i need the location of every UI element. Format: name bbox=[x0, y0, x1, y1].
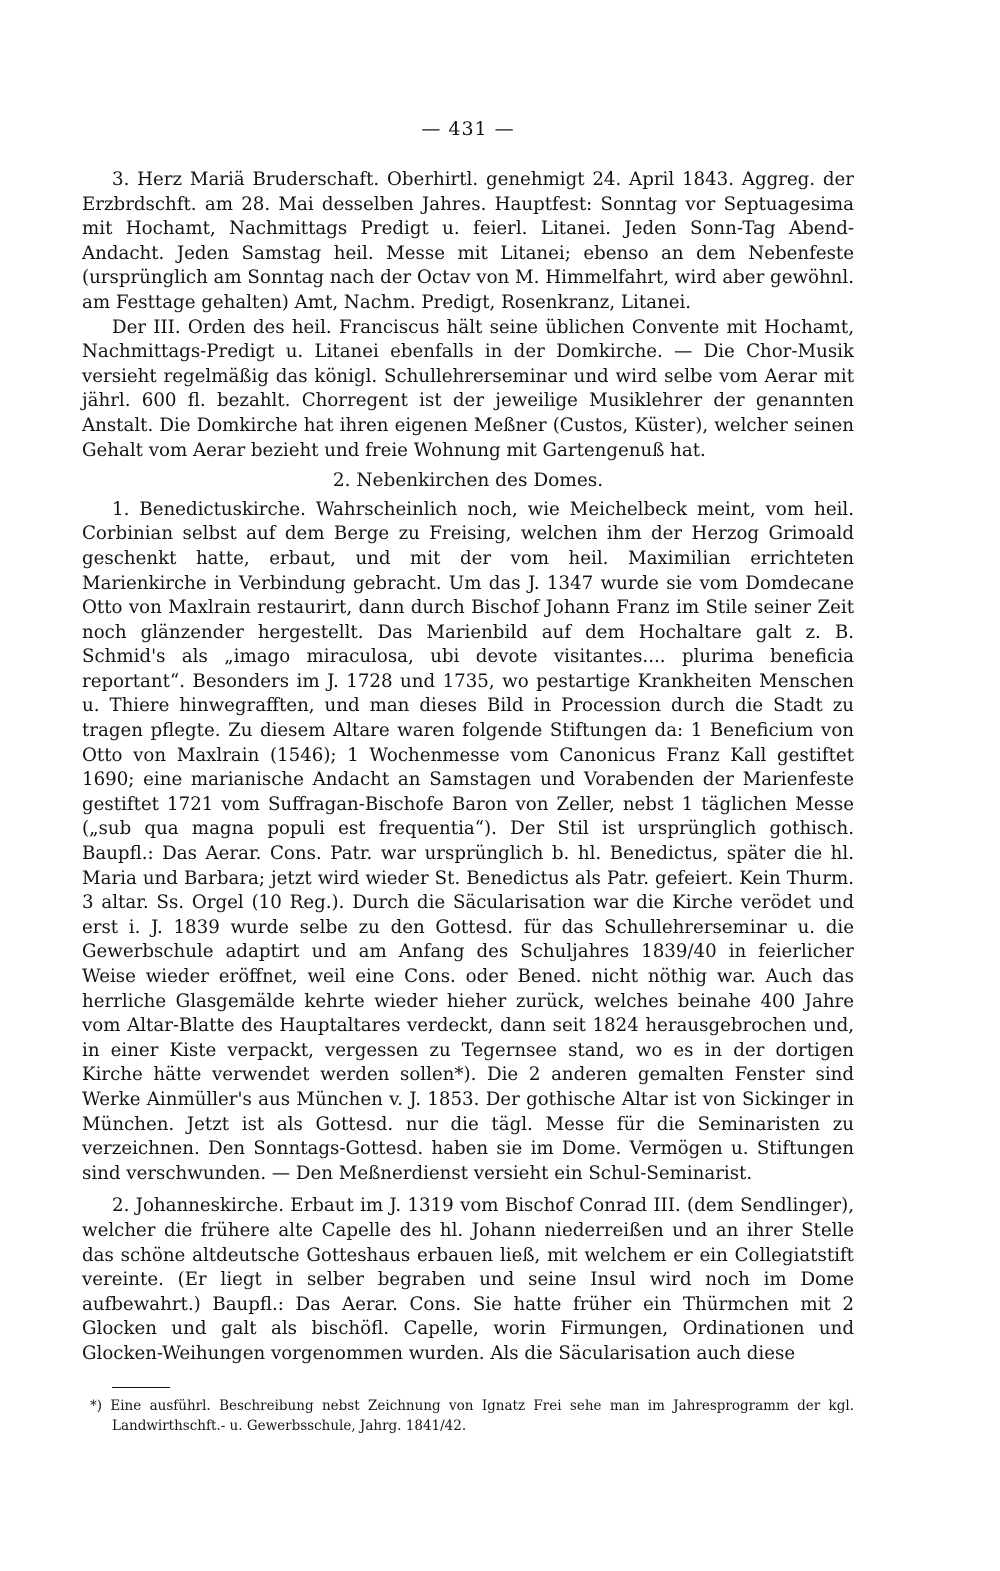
footnote-divider bbox=[112, 1387, 170, 1388]
footnote: *) Eine ausführl. Beschreibung nebst Zeichnung von Ignatz Frei sehe man im Jahresprogramm der kgl. Landwirthschft.- u. Gewerbsschule, Jahrg. 1841/42. bbox=[90, 1397, 854, 1434]
document-page bbox=[82, 118, 854, 1436]
section-heading-nebenkirchen: 2. Nebenkirchen des Domes. bbox=[332, 470, 604, 492]
page-number: — 431 — bbox=[421, 118, 515, 140]
paragraph-herz-mariae-bruderschaft: 3. Herz Mariä Bruderschaft. Oberhirtl. genehmigt 24. April 1843. Aggreg. der Erzbrdschft. am 28. Mai desselben Jahres. Hauptfest: Sonntag vor Septuagesima mit Hochamt, Nachmittags Predigt u. feierl. Litanei. Jeden Sonn-Tag Abend-Andacht. Jeden Samstag heil. Messe mit Litanei; ebenso an dem Nebenfeste (ursprünglich am Sonntag nach der Octav von M. Himmelfahrt, wird aber gewöhnl. am Festtage gehalten) Amt, Nachm. Predigt, Rosenkranz, Litanei. bbox=[82, 169, 854, 313]
paragraph-johanneskirche: 2. Johanneskirche. Erbaut im J. 1319 vom Bischof Conrad III. (dem Sendlinger), welcher die frühere alte Capelle des hl. Johann niederreißen und an ihrer Stelle das schöne altdeutsche Gotteshaus erbauen ließ, mit welchem er ein Collegiatstift vereinte. (Er liegt in selber begraben und seine Insul wird noch im Dome aufbewahrt.) Baupfl.: Das Aerar. Cons. Sie hatte früher ein Thürmchen mit 2 Glocken und galt als bischöfl. Capelle, worin Firmungen, Ordinationen und Glocken-Weihungen vorgenommen wurden. Als die Säcularisation auch diese bbox=[82, 1195, 854, 1364]
paragraph-dritter-orden: Der III. Orden des heil. Franciscus hält seine üblichen Convente mit Hochamt, Nachmittags-Predigt u. Litanei ebenfalls in der Domkirche. — Die Chor-Musik versieht regelmäßig das königl. Schullehrerseminar und wird selbe vom Aerar mit jährl. 600 fl. bezahlt. Chorregent ist der jeweilige Musiklehrer der genannten Anstalt. Die Domkirche hat ihren eigenen Meßner (Custos, Küster), welcher seinen Gehalt vom Aerar bezieht und freie Wohnung mit Gartengenuß hat. bbox=[82, 316, 854, 461]
paragraph-benedictuskirche: 1. Benedictuskirche. Wahrscheinlich noch, wie Meichelbeck meint, vom heil. Corbinian selbst auf dem Berge zu Freising, welchen ihm der Herzog Grimoald geschenkt hatte, erbaut, und mit der vom heil. Maximilian errichteten Marienkirche in Verbindung gebracht. Um das J. 1347 wurde sie vom Domdecane Otto von Maxlrain restaurirt, dann durch Bischof Johann Franz im Stile seiner Zeit noch glänzender hergestellt. Das Marienbild auf dem Hochaltare galt z. B. Schmid's als „imago miraculosa, ubi devote visitantes.... plurima beneficia reportant“. Besonders im J. 1728 und 1735, wo pestartige Krankheiten Menschen u. Thiere hinwegrafften, und man dieses Bild in Procession durch die Stadt zu tragen pflegte. Zu diesem Altare waren folgende Stiftungen da: 1 Beneficium von Otto von Maxlrain (1546); 1 Wochenmesse vom Canonicus Franz Kall gestiftet 1690; eine marianische Andacht an Samstagen und Vorabenden der Marienfeste gestiftet 1721 vom Suffragan-Bischofe Baron von Zeller, nebst 1 täglichen Messe („sub qua magna populi est frequentia“). Der Stil ist ursprünglich gothisch. Baupfl.: Das Aerar. Cons. Patr. war ursprünglich b. hl. Benedictus, später die hl. Maria und Barbara; jetzt wird wieder St. Benedictus als Patr. gefeiert. Kein Thurm. 3 altar. Ss. Orgel (10 Reg.). Durch die Säcularisation war die Kirche verödet und erst i. J. 1839 wurde selbe zu den Gottesd. für das Schullehrerseminar u. die Gewerbschule adaptirt und am Anfang des Schuljahres 1839/40 in feierlicher Weise wieder eröffnet, weil eine Cons. oder Bened. nicht nöthig war. Auch das herrliche Glasgemälde kehrte wieder hieher zurück, welches beinahe 400 Jahre vom Altar-Blatte des Hauptaltares verdeckt, dann seit 1824 herausgebrochen und, in einer Kiste verpackt, vergessen zu Tegernsee stand, wo es in der dortigen Kirche hätte verwendet werden sollen*). Die 2 anderen gemalten Fenster sind Werke Ainmüller's aus München v. J. 1853. Der gothische Altar ist von Sickinger in München. Jetzt ist als Gottesd. nur die tägl. Messe für die Seminaristen zu verzeichnen. Den Sonntags-Gottesd. haben sie im Dome. Vermögen u. Stiftungen sind verschwunden. — Den Meßnerdienst versieht ein Schul-Seminarist. bbox=[82, 498, 854, 1184]
